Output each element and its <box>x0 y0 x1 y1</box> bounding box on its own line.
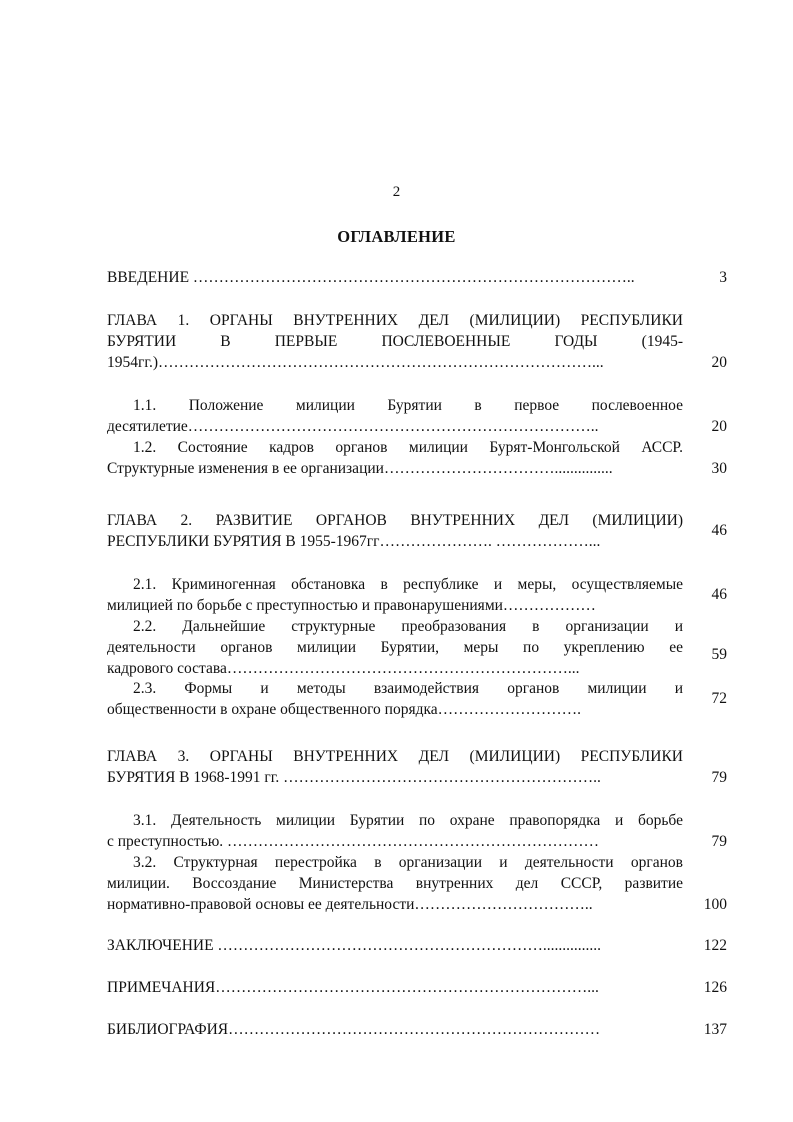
toc-entry-section-1-1[interactable] <box>107 395 727 437</box>
toc-entry-text: 3.1. Деятельность милиции Бурятии по охране правопорядка и борьбе <box>133 812 683 829</box>
toc-entry-text: БУРЯТИИ В ПЕРВЫЕ ПОСЛЕВОЕННЫЕ ГОДЫ (1945- <box>107 333 683 350</box>
toc-entry-text: нормативно-правовой основы ее деятельности…………………………….. <box>107 896 593 913</box>
toc-entry-text: 1.1. Положение милиции Бурятии в первое послевоенное <box>133 397 683 414</box>
toc-entry-text: Структурные изменения в ее организации……………………………............... <box>107 460 613 477</box>
toc-page-number: 126 <box>703 979 727 996</box>
toc-entry-text: ЗАКЛЮЧЕНИЕ ………………………………………………………............... <box>107 937 602 954</box>
toc-entry-text: милицией по борьбе с преступностью и правонарушениями……………… <box>107 597 596 614</box>
toc-page-number: 20 <box>711 418 727 435</box>
toc-entry-text: кадрового состава…………………………………………………………... <box>107 660 580 677</box>
toc-entry-text: 1.2. Состояние кадров органов милиции Бурят-Монгольской АССР. <box>133 439 683 456</box>
page-number: 2 <box>392 184 401 200</box>
toc-entry-text: 2.3. Формы и методы взаимодействия органов милиции и <box>133 680 683 697</box>
toc-entry-chapter-3[interactable] <box>107 746 727 788</box>
toc-entry-chapter-2[interactable] <box>107 510 727 552</box>
toc-entry-text: БУРЯТИЯ В 1968-1991 гг. …………………………………………………….. <box>107 769 601 786</box>
toc-entry-text: деятельности органов милиции Бурятии, меры по укреплению ее <box>107 639 683 656</box>
toc-entry-section-2-2[interactable] <box>107 616 727 679</box>
toc-page-number: 100 <box>703 896 727 913</box>
toc-page-number: 79 <box>711 833 727 850</box>
toc-entry-text: 2.1. Криминогенная обстановка в республике и меры, осуществляемые <box>133 576 683 593</box>
toc-entry-text: РЕСПУБЛИКИ БУРЯТИЯ В 1955-1967гг…………………. ………………... <box>107 533 601 550</box>
toc-entry-text: БИБЛИОГРАФИЯ……………………………………………………………… <box>107 1021 601 1038</box>
toc-entry-conclusion[interactable] <box>107 935 727 956</box>
toc-entry-text: с преступностью. ……………………………………………………………… <box>107 833 600 850</box>
toc-entry-notes[interactable] <box>107 977 727 998</box>
toc-entry-text: общественности в охране общественного порядка………………………. <box>107 701 582 718</box>
toc-entry-section-2-3[interactable] <box>107 678 727 720</box>
toc-page-number: 46 <box>711 522 727 539</box>
toc-entry-text: десятилетие…………………………………………………………………….. <box>107 418 599 435</box>
toc-entry-section-3-2[interactable] <box>107 852 727 915</box>
toc-entry-text: ПРИМЕЧАНИЯ………………………………………………………………... <box>107 979 599 996</box>
toc-page-number: 30 <box>711 460 727 477</box>
toc-page-number: 72 <box>711 690 727 707</box>
toc-entry-text: милиции. Воссоздание Министерства внутренних дел СССР, развитие <box>107 875 683 892</box>
toc-entry-bibliography[interactable] <box>107 1019 727 1040</box>
toc-page-number: 46 <box>711 586 727 603</box>
toc-entry-section-2-1[interactable] <box>107 574 727 616</box>
toc-entry-text: ВВЕДЕНИЕ ………………………………………………………………………….. <box>107 269 635 286</box>
toc-entry-text: 3.2. Структурная перестройка в организации и деятельности органов <box>133 854 683 871</box>
toc-entry-introduction[interactable] <box>107 267 727 288</box>
toc-entry-text: 1954гг.)…………………………………………………………………………... <box>107 354 604 371</box>
toc-page-number: 59 <box>711 646 727 663</box>
toc-page-number: 3 <box>719 269 727 286</box>
page-title: ОГЛАВЛЕНИЕ <box>337 227 456 246</box>
toc-page-number: 137 <box>703 1021 727 1038</box>
toc-entry-section-3-1[interactable] <box>107 810 727 852</box>
toc-entry-text: ГЛАВА 2. РАЗВИТИЕ ОРГАНОВ ВНУТРЕННИХ ДЕЛ (МИЛИЦИИ) <box>107 512 683 529</box>
toc-entry-text: ГЛАВА 1. ОРГАНЫ ВНУТРЕННИХ ДЕЛ (МИЛИЦИИ) РЕСПУБЛИКИ <box>107 312 683 329</box>
toc-page-number: 122 <box>703 937 727 954</box>
toc-entry-text: ГЛАВА 3. ОРГАНЫ ВНУТРЕННИХ ДЕЛ (МИЛИЦИИ) РЕСПУБЛИКИ <box>107 748 683 765</box>
toc-page-number: 20 <box>711 354 727 371</box>
toc-entry-text: 2.2. Дальнейшие структурные преобразования в организации и <box>133 618 683 635</box>
toc-page-number: 79 <box>711 769 727 786</box>
toc-entry-chapter-1[interactable] <box>107 310 727 373</box>
toc-entry-section-1-2[interactable] <box>107 437 727 479</box>
